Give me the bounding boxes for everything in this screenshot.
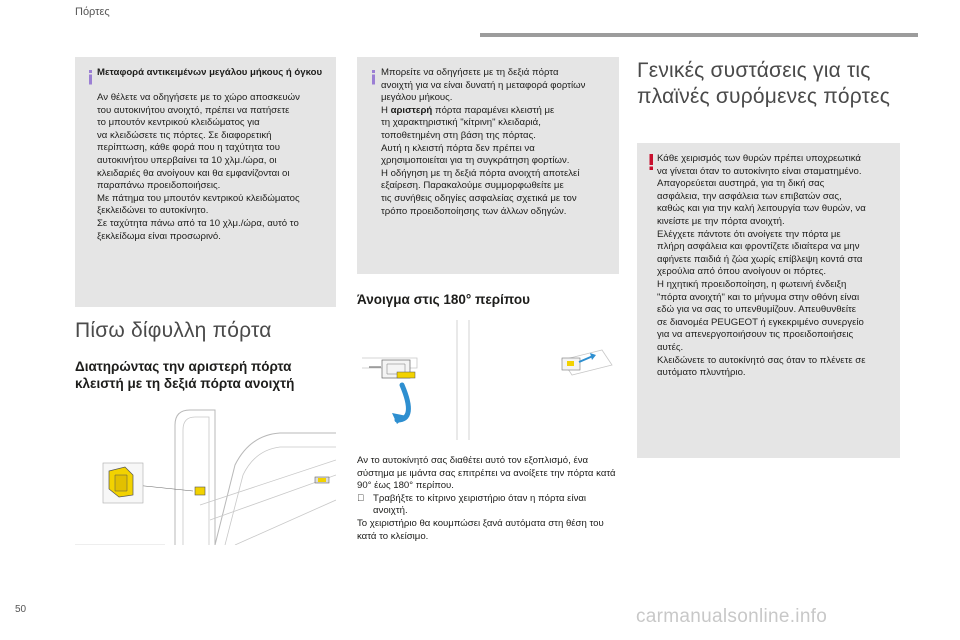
info-box-text: [381, 67, 615, 218]
info-box-long-loads: [75, 57, 336, 307]
warning-box-text: Κάθε χειρισμός των θυρών πρέπει υποχρεωτικά να γίνεται όταν το αυτοκίνητο είναι σταματημένο. Απαγορεύεται αυστηρά, για τη δική σας ασφάλεια, την ασφάλεια των επιβατών σας, καθώς και για την καλή λειτουργία των θυρών, να κινείστε με την πόρτα ανοιχτή. Ελέγχετε πάντοτε ότι ανοίγετε την πόρτα με πλήρη ασφάλεια και φροντίζετε ιδιαίτερα να μην αφήνετε παιδιά ή ζώα χωρίς επίβλεψη κοντά στα χερούλια από όπου ανοίγουν οι πόρτες. Η ηχητική προειδοποίηση, η φωτεινή ένδειξη "πόρτα ανοιχτή" και το μήνυμα στην οθόνη είναι εδώ για να σας το υπενθυμίζουν. Απευθυνθείτε σε διανομέα PEUGEOT ή εγκεκριμένο συνεργείο για να απενεργοποιήσουν τις προειδοποιήσεις αυτές. Κλειδώνετε το αυτοκίνητό σας όταν το πλένετε σε αυτόματο πλυντήριο.: [657, 153, 866, 379]
bullet-marker-icon: [357, 493, 373, 506]
watermark: carmanualsonline.info: [636, 606, 828, 627]
info-text-part: Μπορείτε να οδηγήσετε με τη δεξιά πόρτα ανοιχτή για να είναι δυνατή η μεταφορά φορτίων μεγάλου μήκους. Η: [381, 67, 586, 116]
top-divider: [480, 33, 918, 37]
info-text-part: πόρτα παραμένει κλειστή με τη χαρακτηριστική "κίτρινη" κλειδαριά, τοποθετημένη στη βάση της πόρτας. Αυτή η κλειστή πόρτα δεν πρέπει να χρησιμοποιείται για τη συγκράτηση φορτίων. Η οδήγηση με τη δεξιά πόρτα ανοιχτή αποτελεί εξαίρεση. Παρακαλούμε συμμορφωθείτε με τις συνήθεις οδηγίες ασφαλείας σχετικά με τον τρόπο προειδοποίησης των άλλων οδηγών.: [381, 104, 580, 217]
bullet-text: Τραβήξτε το κίτρινο χειριστήριο όταν η πόρτα είναι ανοιχτή.: [373, 492, 587, 517]
opening-paragraph: Αν το αυτοκίνητό σας διαθέτει αυτό τον εξοπλισμό, ένα σύστημα με ιμάντα σας επιτρέπει να ανοίξετε την πόρτα κατά 90° έως 180° περίπου.: [357, 455, 616, 492]
opening-180-body: [357, 455, 622, 543]
info-box-driving-door-open: [357, 57, 619, 274]
info-text-bold: αριστερή: [390, 104, 433, 116]
rear-door-subheading: Διατηρώντας την αριστερή πόρτα κλειστή με τη δεξιά πόρτα ανοιχτή: [75, 359, 295, 391]
opening-paragraph: Το χειριστήριο θα κουμπώσει ξανά αυτόματα στη θέση του κατά το κλείσιμο.: [357, 517, 604, 542]
opening-180-heading: Άνοιγμα στις 180° περίπου: [357, 292, 530, 307]
opening-bullet: [357, 493, 622, 518]
section-label: Πόρτες: [75, 6, 110, 18]
general-recommendations-heading: Γενικές συστάσεις για τις πλαϊνές συρόμενες πόρτες: [637, 59, 891, 108]
warning-box-sliding-doors: [637, 143, 900, 458]
info-box-title: Μεταφορά αντικειμένων μεγάλου μήκους ή όγκου: [97, 67, 323, 78]
rear-door-heading: Πίσω δίφυλλη πόρτα: [75, 319, 272, 342]
hinge-strap-illustration: [357, 320, 619, 440]
info-box-text: Αν θέλετε να οδηγήσετε με το χώρο αποσκευών του αυτοκινήτου ανοιχτό, πρέπει να πατήσετε το μπουτόν κεντρικού κλειδώματος για να κλειδώσετε τις πόρτες. Σε διαφορετική περίπτωση, κάθε φορά που η ταχύτητα του αυτοκινήτου υπερβαίνει τα 10 χλμ./ώρα, οι κλειδαριές θα ανοίγουν και θα εμφανίζονται οι παραπάνω προειδοποιήσεις. Με πάτημα του μπουτόν κεντρικού κλειδώματος ξεκλειδώνει το αυτοκίνητο. Σε ταχύτητα πάνω από τα 10 χλμ./ώρα, αυτό το ξεκλείδωμα είναι προσωρινό.: [97, 92, 300, 242]
page-number: 50: [15, 604, 27, 615]
rear-door-latch-illustration: [75, 405, 336, 545]
